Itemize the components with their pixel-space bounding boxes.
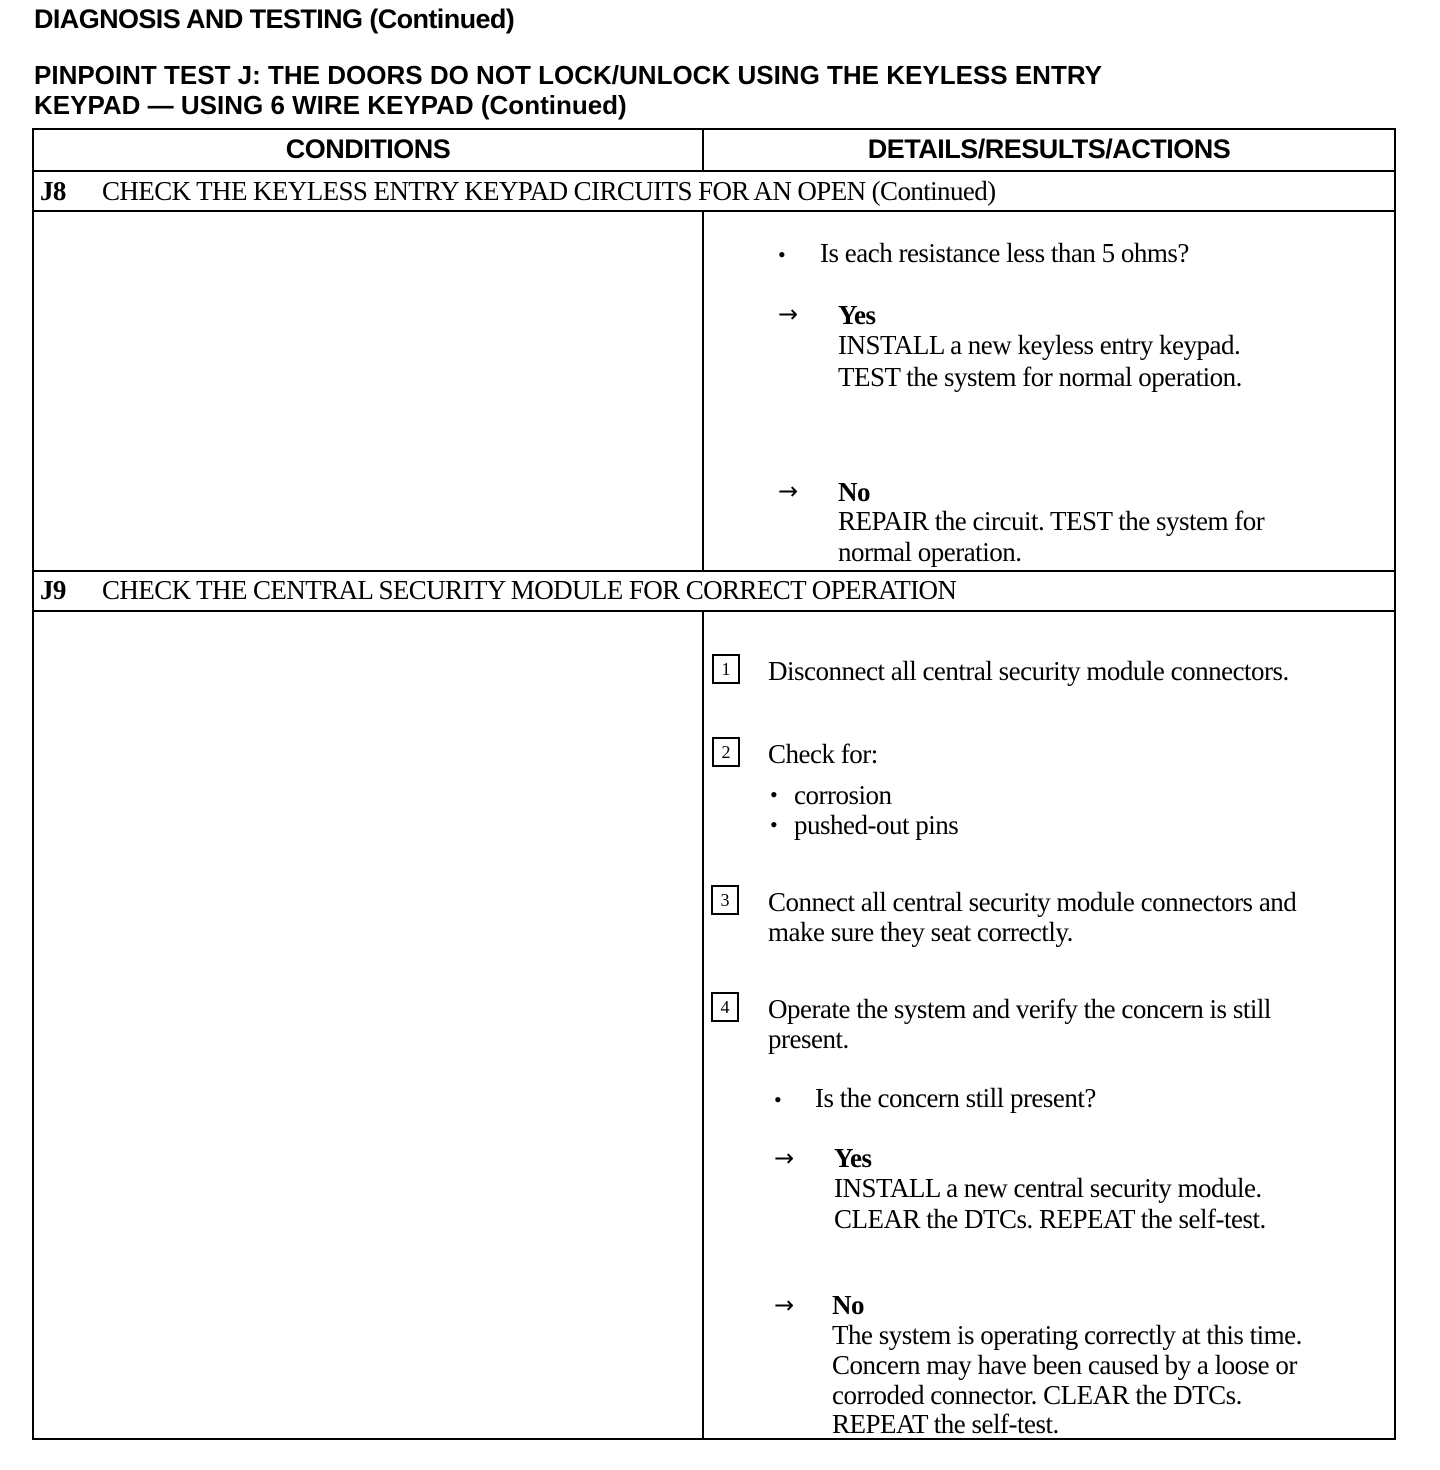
step-j9-title-row [40,575,956,606]
j9-no-line4: REPEAT the self-test. [832,1409,1059,1439]
j8-yes-label: Yes [838,300,876,330]
j8-yes-line1: INSTALL a new keyless entry keypad. [838,330,1241,360]
j9-yes-line1: INSTALL a new central security module. [834,1173,1262,1203]
j9-action2-line1: Check for: [768,739,878,769]
j8-question: Is each resistance less than 5 ohms? [820,238,1189,268]
step-j9-title: CHECK THE CENTRAL SECURITY MODULE FOR CORRECT OPERATION [102,575,957,605]
arrow-icon: → [778,300,799,328]
j9-action3-line1: Connect all central security module connectors and [768,887,1297,917]
column-header-details: DETAILS/RESULTS/ACTIONS [867,134,1231,164]
j9-yes-line2: CLEAR the DTCs. REPEAT the self-test. [834,1204,1266,1234]
j9-no-line2: Concern may have been caused by a loose or [832,1350,1297,1380]
j9-no-line3: corroded connector. CLEAR the DTCs. [832,1380,1242,1410]
section-title: DIAGNOSIS AND TESTING (Continued) [34,4,515,34]
bullet-icon: • [778,242,786,267]
j9-action2-bullet2: pushed-out pins [794,810,959,840]
test-title-line1: PINPOINT TEST J: THE DOORS DO NOT LOCK/UNLOCK USING THE KEYLESS ENTRY [34,60,1102,90]
j8-end-divider [32,570,1396,572]
test-title-line2: KEYPAD — USING 6 WIRE KEYPAD (Continued) [34,90,627,120]
bullet-icon: • [770,782,778,807]
j9-action4-line2: present. [768,1024,849,1054]
pinpoint-table [32,128,1396,1440]
column-divider-j8 [702,210,704,572]
j9-action1-line1: Disconnect all central security module connectors. [768,656,1289,686]
step-number-box: 4 [711,992,739,1022]
j8-no-label: No [838,477,870,507]
j8-title-divider [32,210,1396,212]
step-j8-title-row [40,176,996,207]
step-number-box: 1 [712,654,740,684]
step-j8-title: CHECK THE KEYLESS ENTRY KEYPAD CIRCUITS FOR AN OPEN (Continued) [102,176,996,206]
step-number-box: 2 [712,737,740,767]
column-header-conditions: CONDITIONS [285,134,451,164]
j9-yes-label: Yes [834,1143,872,1173]
j9-no-label: No [832,1290,864,1320]
j9-action2-bullet1: corrosion [794,780,892,810]
j9-action4-line1: Operate the system and verify the concern is still [768,994,1271,1024]
j8-no-line1: REPAIR the circuit. TEST the system for [838,506,1265,536]
step-j8-id: J8 [40,176,66,206]
arrow-icon: → [774,1291,795,1319]
arrow-icon: → [778,477,799,505]
column-divider-j9 [702,610,704,1440]
arrow-icon: → [774,1144,795,1172]
step-number-box: 3 [711,885,739,915]
bullet-icon: • [770,812,778,837]
step-j9-id: J9 [40,575,66,605]
j8-no-line2: normal operation. [838,537,1022,567]
bullet-icon: • [774,1087,782,1112]
j8-yes-line2: TEST the system for normal operation. [838,362,1242,392]
j9-action3-line2: make sure they seat correctly. [768,917,1073,947]
j9-question: Is the concern still present? [815,1083,1096,1113]
column-header-divider [32,170,1396,172]
j9-title-divider [32,610,1396,612]
j9-no-line1: The system is operating correctly at this time. [832,1320,1302,1350]
